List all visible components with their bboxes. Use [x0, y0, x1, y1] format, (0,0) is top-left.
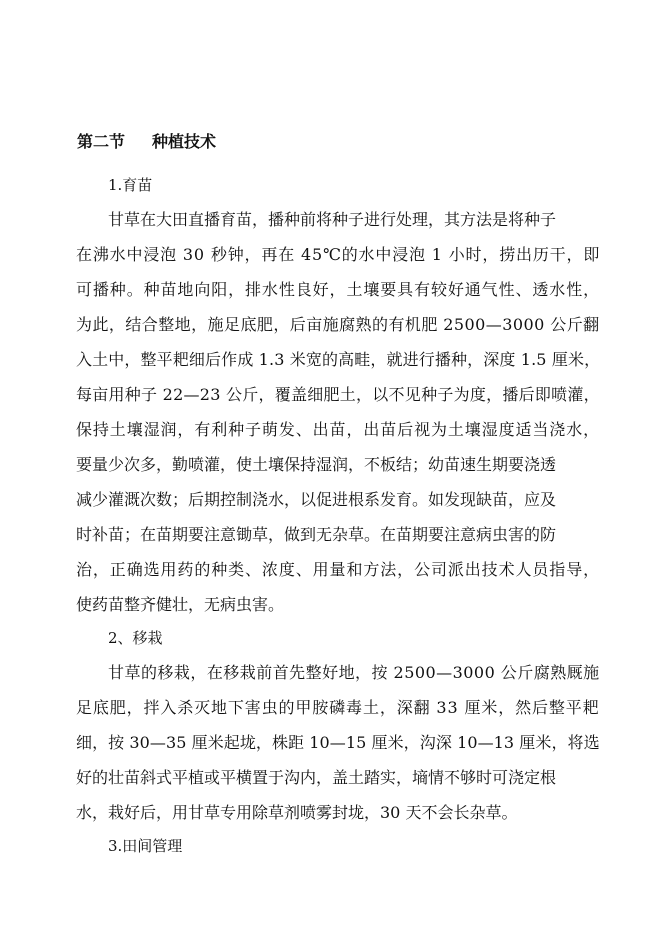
- paragraph-line: 时补苗；在苗期要注意锄草，做到无杂草。在苗期要注意病虫害的防: [76, 525, 557, 544]
- section-heading: [77, 130, 216, 154]
- paragraph-line: 好的壮苗斜式平植或平横置于沟内，盖土踏实，墒情不够时可浇定根: [76, 768, 557, 787]
- paragraph-line: 为此，结合整地，施足底肥，后亩施腐熟的有机肥 2500—3000 公斤翻: [76, 315, 600, 334]
- paragraph-line: 细，按 30—35 厘米起垅，株距 10—15 厘米，沟深 10—13 厘米，将选: [76, 733, 600, 752]
- subsection-title-seedling: 1.育苗: [108, 176, 153, 194]
- paragraph-line: 使药苗整齐健壮，无病虫害。: [76, 595, 285, 614]
- paragraph-line: 减少灌溉次数；后期控制浇水，以促进根系发育。如发现缺苗，应及: [76, 490, 557, 509]
- paragraph-line: 水，栽好后，用甘草专用除草剂喷雾封垅，30 天不会长杂草。: [76, 803, 518, 822]
- subsection-title-field-management: 3.田间管理: [108, 837, 183, 855]
- section-number: 第二节: [77, 132, 126, 151]
- paragraph-line: 入土中，整平耙细后作成 1.3 米宽的高畦，就进行播种，深度 1.5 厘米，: [76, 350, 601, 369]
- paragraph-line: 治，正确选用药的种类、浓度、用量和方法，公司派出技术人员指导，: [76, 560, 601, 579]
- section-title: 种植技术: [152, 132, 217, 151]
- paragraph-line: 要量少次多，勤喷灌，使土壤保持湿润，不板结；幼苗速生期要浇透: [76, 455, 557, 474]
- paragraph-line: 足底肥，拌入杀灭地下害虫的甲胺磷毒土，深翻 33 厘米，然后整平耙: [76, 698, 600, 717]
- paragraph-line: 在沸水中浸泡 30 秒钟，再在 45℃的水中浸泡 1 小时，捞出历干，即: [76, 245, 601, 264]
- paragraph-line: 保持土壤湿润，有利种子萌发、出苗，出苗后视为土壤湿度适当浇水，: [76, 420, 601, 439]
- paragraph-line: 甘草在大田直播育苗，播种前将种子进行处理，其方法是将种子: [108, 210, 557, 229]
- paragraph-line: 每亩用种子 22—23 公斤，覆盖细肥土，以不见种子为度，播后即喷灌，: [76, 385, 600, 404]
- paragraph-line: 甘草的移栽，在移栽前首先整好地，按 2500—3000 公斤腐熟厩施: [108, 663, 600, 682]
- subsection-title-transplant: 2、移栽: [108, 629, 163, 647]
- paragraph-line: 可播种。种苗地向阳，排水性良好，土壤要具有较好通气性、透水性，: [76, 280, 601, 299]
